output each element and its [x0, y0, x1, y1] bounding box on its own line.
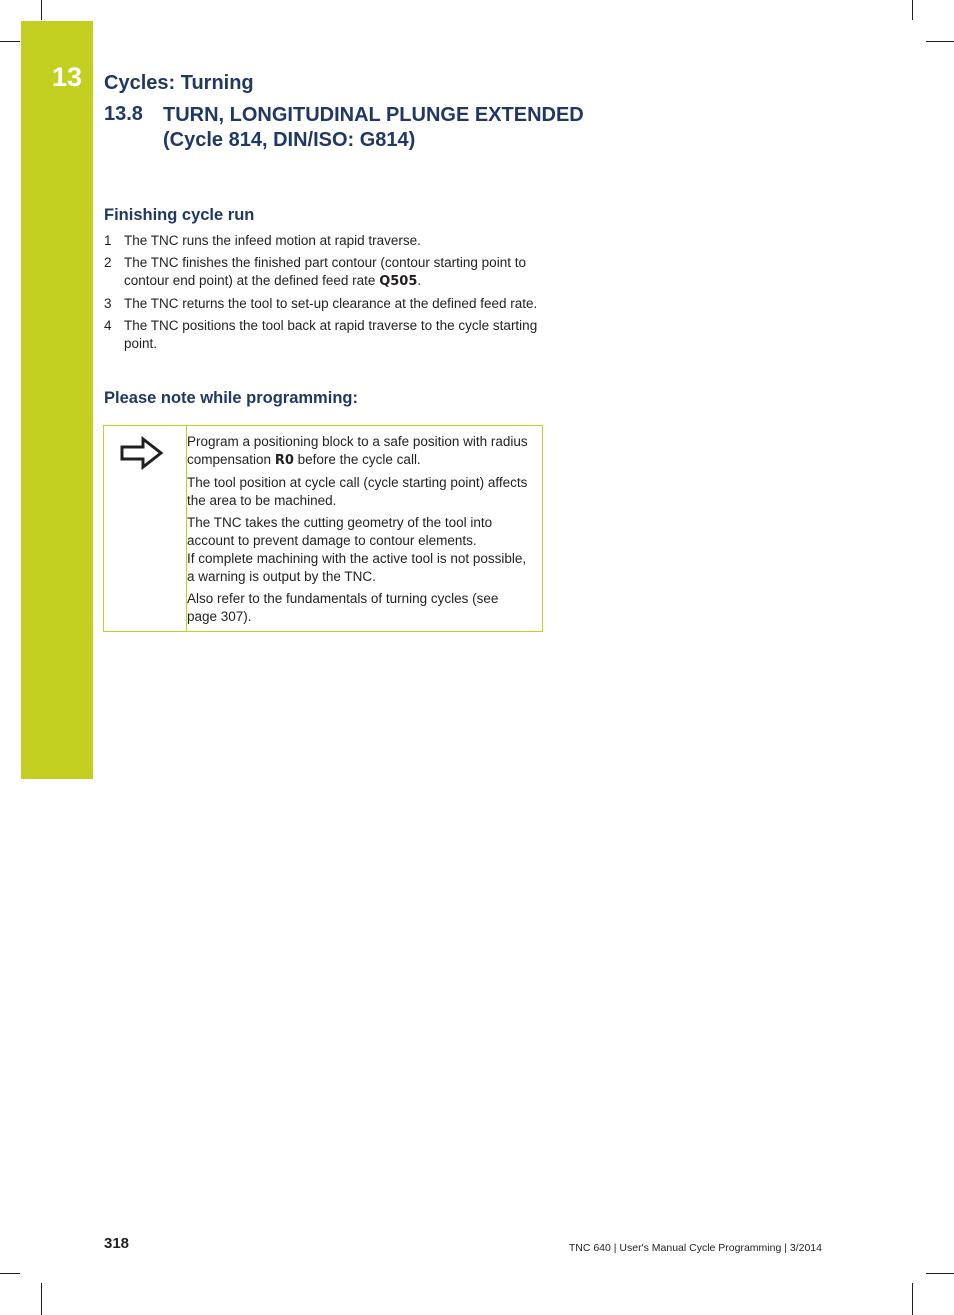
step-number: 2: [104, 255, 112, 270]
note-paragraph: [187, 514, 532, 586]
crop-mark: [41, 1283, 42, 1315]
section-title: [163, 103, 584, 153]
crop-mark: [912, 0, 913, 20]
chapter-title: Cycles: Turning: [104, 72, 254, 94]
crop-mark: [926, 1273, 954, 1274]
note-text-part: before the cycle call.: [293, 452, 421, 467]
note-text: [187, 433, 532, 630]
note-paragraph: [187, 433, 532, 470]
note-paragraph: The tool position at cycle call (cycle starting point) affects the area to be machined.: [187, 475, 528, 508]
step-number: 1: [104, 233, 112, 248]
note-box: [103, 425, 543, 632]
step-text-part: The TNC finishes the finished part contour (contour starting point to contour end point) at the defined feed rate: [124, 255, 526, 288]
chapter-sidebar: [21, 21, 93, 779]
step-text: The TNC returns the tool to set-up clearance at the defined feed rate.: [124, 296, 538, 311]
crop-mark: [0, 41, 20, 42]
crop-mark: [926, 41, 954, 42]
list-item: [104, 295, 549, 313]
arrow-right-icon: [120, 436, 164, 477]
list-item: [104, 254, 549, 291]
parameter-code: Q505: [379, 274, 418, 289]
step-text: [124, 254, 549, 291]
note-text-part: If complete machining with the active tool is not possible, a warning is output by the TNC.: [187, 551, 527, 584]
list-item: [104, 232, 549, 250]
crop-mark: [0, 1273, 20, 1274]
finishing-heading: Finishing cycle run: [104, 206, 255, 224]
step-text-part: .: [417, 273, 422, 288]
notes-heading: Please note while programming:: [104, 389, 358, 407]
crop-mark: [41, 0, 42, 20]
step-text: The TNC positions the tool back at rapid traverse to the cycle starting point.: [124, 318, 538, 351]
page-number: 318: [104, 1235, 130, 1252]
note-text-part: The TNC takes the cutting geometry of the tool into account to prevent damage to contour elements.: [187, 515, 493, 548]
finishing-steps: [104, 232, 549, 357]
section-number: 13.8: [104, 103, 143, 125]
section-title-line: TURN, LONGITUDINAL PLUNGE EXTENDED: [163, 104, 584, 126]
step-number: 3: [104, 296, 112, 311]
step-text: The TNC runs the infeed motion at rapid traverse.: [124, 233, 421, 248]
crop-mark: [912, 1283, 913, 1315]
footer-doc-info: TNC 640 | User's Manual Cycle Programming | 3/2014: [568, 1242, 822, 1254]
note-paragraph: Also refer to the fundamentals of turning cycles (see page 307).: [187, 591, 499, 624]
note-text-part: Program a positioning block to a safe position with radius compensation: [187, 434, 528, 467]
parameter-code: R0: [274, 453, 294, 468]
list-item: [104, 317, 549, 353]
step-number: 4: [104, 318, 112, 333]
chapter-number: 13: [52, 62, 83, 92]
section-title-line: (Cycle 814, DIN/ISO: G814): [163, 129, 416, 151]
